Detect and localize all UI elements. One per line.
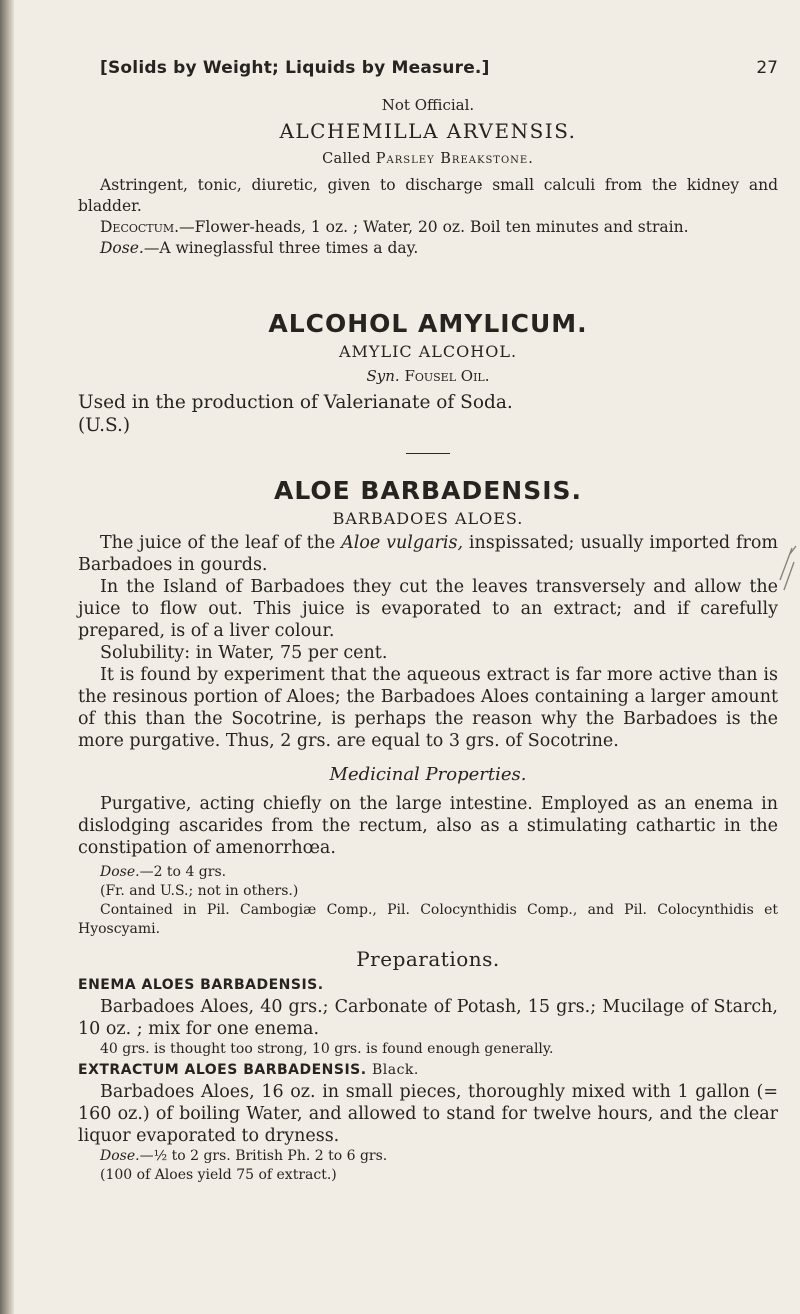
dose-label: Dose. — [100, 864, 140, 880]
section-divider — [406, 453, 450, 454]
syn-text: Fousel Oil. — [404, 367, 490, 385]
solubility: Solubility: in Water, 75 per cent. — [100, 643, 388, 663]
entry-alchemilla — [78, 96, 778, 259]
called-prefix: Called — [322, 151, 371, 167]
decoctum-text: —Flower-heads, 1 oz. ; Water, 20 oz. Boil ten minutes and strain. — [179, 218, 689, 236]
synonym — [78, 367, 778, 385]
species-name: Aloe vulgaris, — [341, 533, 464, 553]
enema-recipe: Barbadoes Aloes, 40 grs.; Carbonate of Potash, 15 grs.; Mucilage of Starch, 10 oz. ; mix for one enema. — [78, 997, 778, 1039]
syn-label: Syn. — [366, 367, 400, 385]
extract-title-text: EXTRACTUM ALOES BARBADENSIS. — [78, 1062, 367, 1078]
entry-subtitle: AMYLIC ALCOHOL. — [338, 342, 518, 361]
page-number: 27 — [756, 58, 778, 78]
medicinal-properties-text: Purgative, acting chiefly on the large intestine. Employed as an enema in dislodging ascarides from the rectum, also as a stimulating cathartic in the constipation of amenorrhœa. — [78, 794, 778, 858]
extract-subtitle: Black. — [371, 1062, 419, 1078]
entry-title: ALCHEMILLA ARVENSIS. — [279, 119, 577, 143]
dose-label: Dose. — [100, 1148, 140, 1164]
description: Astringent, tonic, diuretic, given to discharge small calculi from the kidney and bladder. — [78, 176, 778, 215]
enema-title: ENEMA ALOES BARBADENSIS. — [78, 977, 324, 993]
dose-label: Dose. — [100, 239, 144, 257]
entry-aloe-barbadensis — [78, 476, 778, 1185]
running-title: [Solids by Weight; Liquids by Measure.] — [100, 58, 490, 78]
paragraph-origin — [78, 532, 778, 576]
entry-title: ALCOHOL AMYLICUM. — [268, 309, 588, 338]
dose-text: —A wineglassful three times a day. — [143, 239, 419, 257]
paragraph-preparation-method: In the Island of Barbadoes they cut the leaves transversely and allow the juice to flow out. This juice is evaporated to an extract; and if carefully prepared, is of a liver colour. — [78, 577, 778, 641]
official-note: (U.S.) — [78, 415, 131, 436]
medicinal-properties-title: Medicinal Properties. — [329, 764, 527, 785]
official-status: Not Official. — [381, 96, 475, 114]
book-page — [78, 58, 778, 1185]
page-binding-edge — [0, 0, 14, 1314]
running-head — [78, 58, 778, 84]
called-name: Parsley Breakstone. — [375, 151, 534, 167]
extract-title — [78, 1062, 778, 1078]
entry-subtitle: BARBADOES ALOES. — [332, 509, 524, 528]
common-name — [78, 151, 778, 167]
contained-in: Contained in Pil. Cambogiæ Comp., Pil. Colocynthidis Comp., and Pil. Colocynthidis et Hyoscyami. — [78, 902, 778, 937]
dose-line — [78, 238, 778, 259]
dose-line — [78, 863, 778, 882]
extract-yield: (100 of Aloes yield 75 of extract.) — [100, 1167, 337, 1183]
usage-note: Used in the production of Valerianate of Soda. — [78, 392, 513, 413]
entry-alcohol-amylicum — [78, 309, 778, 454]
dose-text: —½ to 2 grs. British Ph. 2 to 6 grs. — [139, 1148, 388, 1164]
decoctum-label: Decoctum. — [100, 218, 180, 236]
origin-text-a: The juice of the leaf of the — [100, 533, 342, 553]
enema-note: 40 grs. is thought too strong, 10 grs. is found enough generally. — [100, 1041, 554, 1057]
origin-text-b: inspissated; usually imported from Barbadoes in gourds. — [78, 533, 778, 575]
preparations-title: Preparations. — [356, 947, 500, 971]
paragraph-activity: It is found by experiment that the aqueous extract is far more active than is the resinous portion of Aloes; the Barbadoes Aloes containing a larger amount of this than the Socotrine, is perhaps the reason why the Barbadoes is the more purgative. Thus, 2 grs. are equal to 3 grs. of Socotrine. — [78, 665, 778, 751]
extract-recipe: Barbadoes Aloes, 16 oz. in small pieces, thoroughly mixed with 1 gallon (= 160 oz.) of boiling Water, and allowed to stand for twelve hours, and the clear liquor evaporated to dryness. — [78, 1082, 778, 1146]
dose-text: —2 to 4 grs. — [139, 864, 227, 880]
entry-title: ALOE BARBADENSIS. — [273, 476, 583, 505]
extract-dose — [78, 1147, 778, 1166]
official-note: (Fr. and U.S.; not in others.) — [100, 883, 299, 899]
decoctum-recipe — [78, 217, 778, 238]
